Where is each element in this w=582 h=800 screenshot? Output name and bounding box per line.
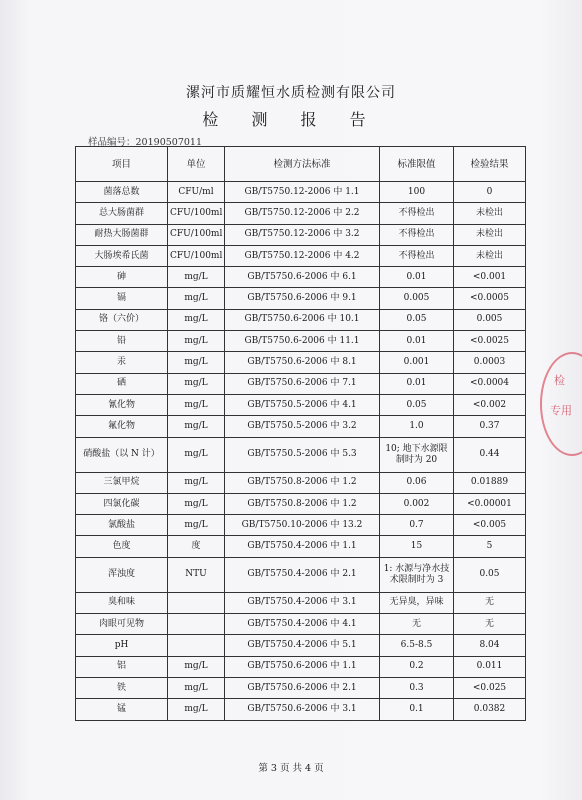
- table-row: [76, 656, 526, 677]
- cell-item: 臭和味: [76, 592, 168, 613]
- table-row: [76, 331, 526, 352]
- cell-result: 8.04: [454, 635, 526, 656]
- cell-item: 砷: [76, 267, 168, 288]
- cell-item: 氰化物: [76, 394, 168, 415]
- cell-result: <0.005: [454, 515, 526, 536]
- cell-result: 5: [454, 536, 526, 557]
- cell-result: <0.0025: [454, 331, 526, 352]
- cell-limit: 0.2: [380, 656, 454, 677]
- cell-result: 0.37: [454, 416, 526, 437]
- cell-result: 未检出: [454, 203, 526, 224]
- cell-method: GB/T5750.4-2006 中 2.1: [225, 557, 380, 592]
- cell-item: 氟化物: [76, 416, 168, 437]
- cell-result: <0.00001: [454, 493, 526, 514]
- cell-item: 总大肠菌群: [76, 203, 168, 224]
- cell-result: 无: [454, 592, 526, 613]
- cell-unit: mg/L: [168, 352, 225, 373]
- cell-method: GB/T5750.12-2006 中 1.1: [225, 182, 380, 203]
- cell-result: <0.001: [454, 267, 526, 288]
- cell-limit: 0.06: [380, 472, 454, 493]
- table-row: [76, 592, 526, 613]
- cell-limit: 0.7: [380, 515, 454, 536]
- cell-method: GB/T5750.12-2006 中 4.2: [225, 245, 380, 266]
- cell-item: 菌落总数: [76, 182, 168, 203]
- cell-limit: 10; 地下水源限制时为 20: [380, 437, 454, 472]
- cell-result: <0.0005: [454, 288, 526, 309]
- cell-result: 0.01889: [454, 472, 526, 493]
- cell-unit: mg/L: [168, 309, 225, 330]
- cell-item: 大肠埃希氏菌: [76, 245, 168, 266]
- table-row: [76, 536, 526, 557]
- table-row: [76, 614, 526, 635]
- cell-unit: CFU/100ml: [168, 245, 225, 266]
- cell-method: GB/T5750.6-2006 中 7.1: [225, 373, 380, 394]
- cell-limit: 0.01: [380, 267, 454, 288]
- cell-unit: [168, 635, 225, 656]
- cell-item: 铝: [76, 656, 168, 677]
- cell-unit: mg/L: [168, 656, 225, 677]
- cell-method: GB/T5750.8-2006 中 1.2: [225, 493, 380, 514]
- cell-item: 锰: [76, 699, 168, 720]
- table-row: [76, 182, 526, 203]
- cell-unit: mg/L: [168, 267, 225, 288]
- table-row: [76, 493, 526, 514]
- cell-limit: 0.01: [380, 331, 454, 352]
- cell-limit: 不得检出: [380, 224, 454, 245]
- cell-result: 0.011: [454, 656, 526, 677]
- table-row: [76, 267, 526, 288]
- cell-unit: CFU/ml: [168, 182, 225, 203]
- table-row: [76, 557, 526, 592]
- page-number: 第 3 页 共 4 页: [258, 763, 324, 774]
- header-limit: 标准限值: [380, 147, 454, 182]
- cell-method: GB/T5750.12-2006 中 3.2: [225, 224, 380, 245]
- cell-unit: NTU: [168, 557, 225, 592]
- cell-unit: mg/L: [168, 493, 225, 514]
- cell-method: GB/T5750.6-2006 中 10.1: [225, 309, 380, 330]
- cell-method: GB/T5750.10-2006 中 13.2: [225, 515, 380, 536]
- table-row: [76, 309, 526, 330]
- cell-method: GB/T5750.5-2006 中 3.2: [225, 416, 380, 437]
- cell-result: <0.002: [454, 394, 526, 415]
- company-name: 漯河市质耀恒水质检测有限公司: [186, 85, 396, 101]
- cell-limit: 0.002: [380, 493, 454, 514]
- cell-unit: [168, 614, 225, 635]
- cell-limit: 无异臭，异味: [380, 592, 454, 613]
- cell-item: 肉眼可见物: [76, 614, 168, 635]
- cell-unit: CFU/100ml: [168, 224, 225, 245]
- cell-method: GB/T5750.12-2006 中 2.2: [225, 203, 380, 224]
- cell-unit: mg/L: [168, 437, 225, 472]
- cell-result: 0.0382: [454, 699, 526, 720]
- cell-unit: mg/L: [168, 515, 225, 536]
- cell-result: 无: [454, 614, 526, 635]
- table-header-row: [76, 147, 526, 182]
- cell-item: 色度: [76, 536, 168, 557]
- results-table: [75, 146, 526, 721]
- table-row: [76, 416, 526, 437]
- cell-result: <0.025: [454, 677, 526, 698]
- header-item: 项目: [76, 147, 168, 182]
- table-row: [76, 245, 526, 266]
- cell-unit: mg/L: [168, 373, 225, 394]
- cell-limit: 15: [380, 536, 454, 557]
- cell-method: GB/T5750.5-2006 中 5.3: [225, 437, 380, 472]
- sample-value: 20190507011: [135, 137, 203, 148]
- cell-limit: 1: 水源与净水技术限制时为 3: [380, 557, 454, 592]
- cell-item: 铁: [76, 677, 168, 698]
- cell-method: GB/T5750.6-2006 中 6.1: [225, 267, 380, 288]
- table-row: [76, 437, 526, 472]
- table-row: [76, 699, 526, 720]
- cell-limit: 无: [380, 614, 454, 635]
- cell-method: GB/T5750.6-2006 中 3.1: [225, 699, 380, 720]
- cell-result: 0.0003: [454, 352, 526, 373]
- cell-method: GB/T5750.6-2006 中 1.1: [225, 656, 380, 677]
- table-row: [76, 394, 526, 415]
- cell-method: GB/T5750.4-2006 中 3.1: [225, 592, 380, 613]
- cell-item: 汞: [76, 352, 168, 373]
- header-method: 检测方法标准: [225, 147, 380, 182]
- cell-item: 氯酸盐: [76, 515, 168, 536]
- table-row: [76, 203, 526, 224]
- report-title: 检 测 报 告: [202, 110, 380, 129]
- cell-result: 未检出: [454, 224, 526, 245]
- cell-method: GB/T5750.4-2006 中 5.1: [225, 635, 380, 656]
- cell-unit: mg/L: [168, 331, 225, 352]
- cell-unit: [168, 592, 225, 613]
- cell-item: 铬（六价）: [76, 309, 168, 330]
- cell-method: GB/T5750.8-2006 中 1.2: [225, 472, 380, 493]
- cell-item: 三氯甲烷: [76, 472, 168, 493]
- cell-result: 0.05: [454, 557, 526, 592]
- table-row: [76, 288, 526, 309]
- cell-limit: 0.01: [380, 373, 454, 394]
- header-unit: 单位: [168, 147, 225, 182]
- header-result: 检验结果: [454, 147, 526, 182]
- sample-label: 样品编号：: [88, 137, 136, 148]
- cell-limit: 6.5-8.5: [380, 635, 454, 656]
- cell-method: GB/T5750.5-2006 中 4.1: [225, 394, 380, 415]
- cell-limit: 0.3: [380, 677, 454, 698]
- table-row: [76, 373, 526, 394]
- cell-unit: 度: [168, 536, 225, 557]
- cell-limit: 不得检出: [380, 203, 454, 224]
- official-seal: 检 专用: [540, 352, 582, 456]
- cell-method: GB/T5750.6-2006 中 8.1: [225, 352, 380, 373]
- cell-unit: mg/L: [168, 394, 225, 415]
- cell-result: 未检出: [454, 245, 526, 266]
- cell-item: 铅: [76, 331, 168, 352]
- cell-unit: mg/L: [168, 699, 225, 720]
- cell-limit: 1.0: [380, 416, 454, 437]
- table-row: [76, 677, 526, 698]
- cell-limit: 0.05: [380, 394, 454, 415]
- cell-result: 0.005: [454, 309, 526, 330]
- table-row: [76, 635, 526, 656]
- cell-method: GB/T5750.6-2006 中 2.1: [225, 677, 380, 698]
- cell-item: 硝酸盐（以 N 计）: [76, 437, 168, 472]
- table-row: [76, 515, 526, 536]
- table-row: [76, 352, 526, 373]
- cell-result: <0.0004: [454, 373, 526, 394]
- cell-item: 耐热大肠菌群: [76, 224, 168, 245]
- cell-limit: 0.005: [380, 288, 454, 309]
- table-row: [76, 472, 526, 493]
- cell-unit: CFU/100ml: [168, 203, 225, 224]
- cell-unit: mg/L: [168, 472, 225, 493]
- cell-unit: mg/L: [168, 288, 225, 309]
- cell-limit: 0.1: [380, 699, 454, 720]
- cell-item: 硒: [76, 373, 168, 394]
- cell-limit: 0.001: [380, 352, 454, 373]
- cell-item: 镉: [76, 288, 168, 309]
- cell-method: GB/T5750.4-2006 中 1.1: [225, 536, 380, 557]
- cell-result: 0.44: [454, 437, 526, 472]
- cell-result: 0: [454, 182, 526, 203]
- cell-item: 浑浊度: [76, 557, 168, 592]
- cell-limit: 不得检出: [380, 245, 454, 266]
- cell-method: GB/T5750.4-2006 中 4.1: [225, 614, 380, 635]
- cell-unit: mg/L: [168, 416, 225, 437]
- cell-item: pH: [76, 635, 168, 656]
- cell-limit: 0.05: [380, 309, 454, 330]
- cell-unit: mg/L: [168, 677, 225, 698]
- cell-limit: 100: [380, 182, 454, 203]
- cell-method: GB/T5750.6-2006 中 9.1: [225, 288, 380, 309]
- cell-method: GB/T5750.6-2006 中 11.1: [225, 331, 380, 352]
- cell-item: 四氯化碳: [76, 493, 168, 514]
- table-row: [76, 224, 526, 245]
